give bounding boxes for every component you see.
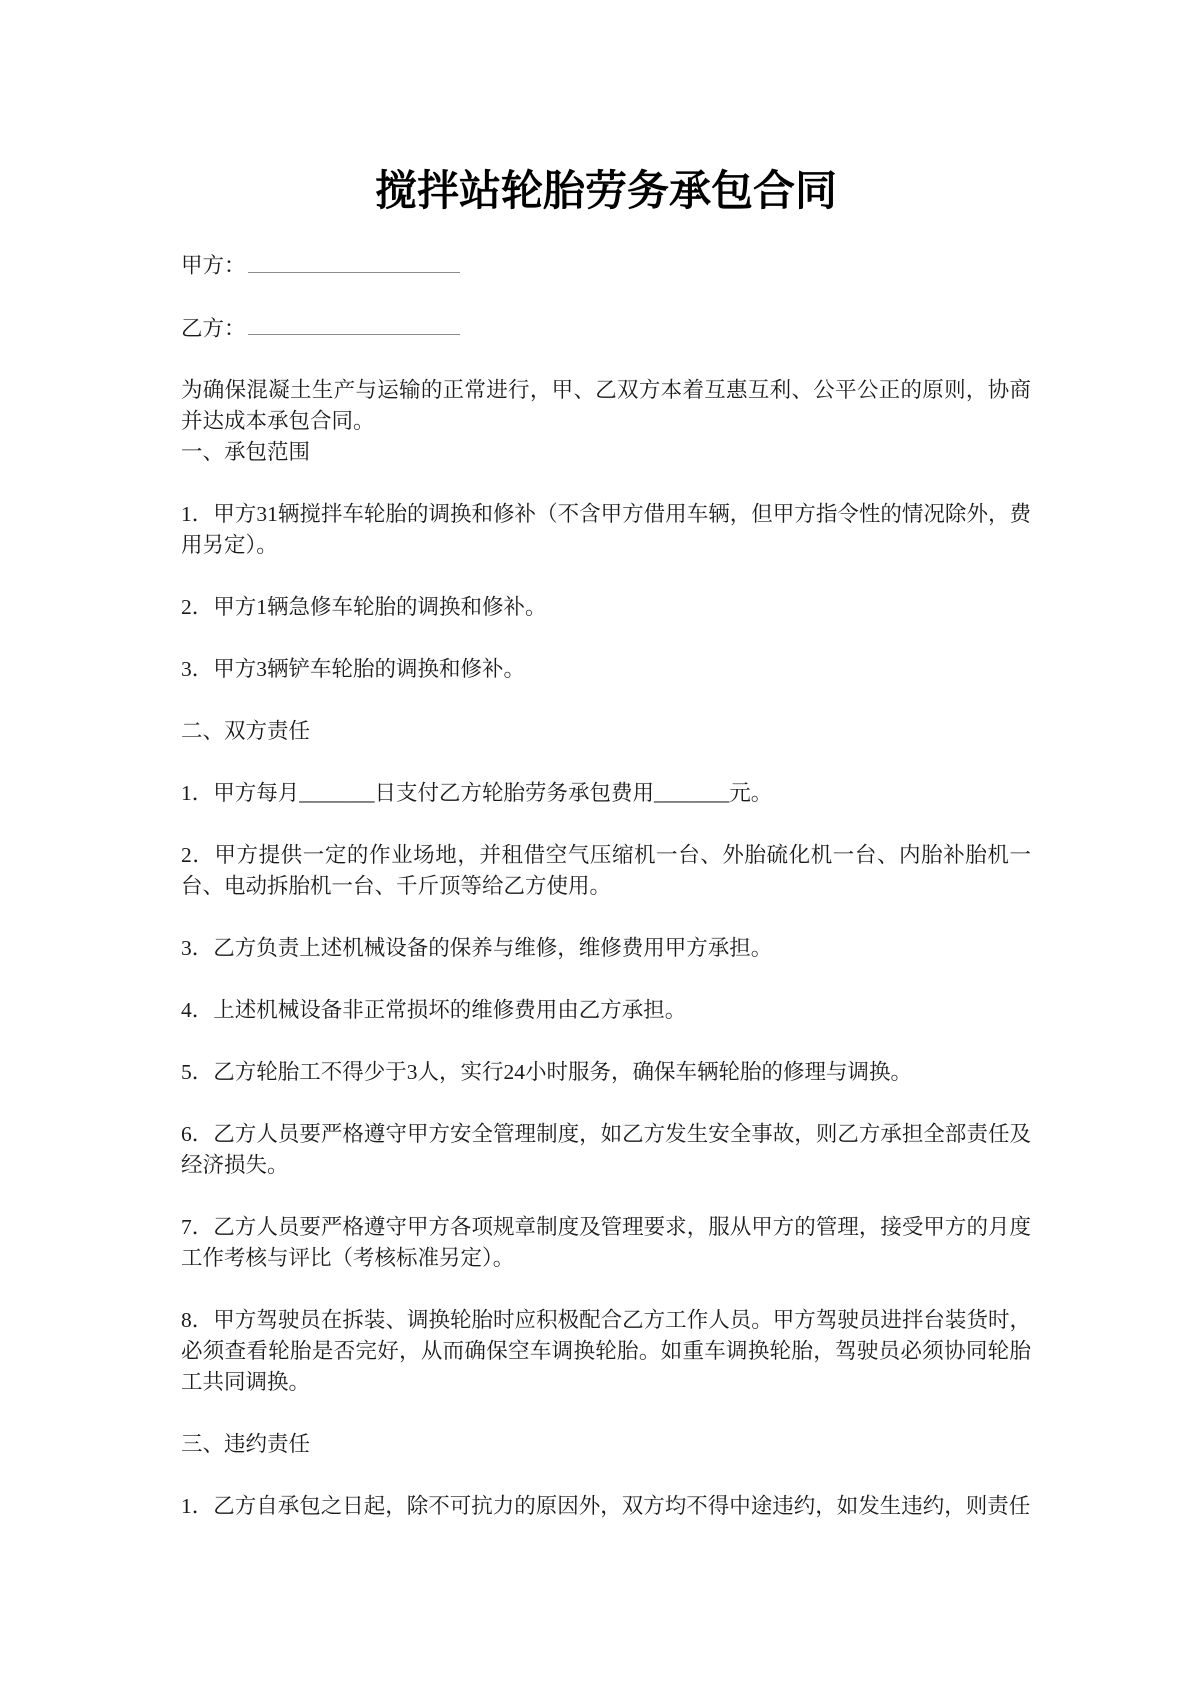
- party-b-blank-field: [248, 313, 460, 336]
- section-2-item-6: 6．乙方人员要严格遵守甲方安全管理制度，如乙方发生安全事故，则乙方承担全部责任及经济损失。: [181, 1122, 1031, 1177]
- document-title: 搅拌站轮胎劳务承包合同: [374, 169, 837, 215]
- section-3-heading: 三、违约责任: [181, 1432, 311, 1456]
- party-a-label: 甲方：: [181, 253, 246, 278]
- section-1-item-2: 2．甲方1辆急修车轮胎的调换和修补。: [181, 595, 547, 619]
- section-1-item-1: 1．甲方31辆搅拌车轮胎的调换和修补（不含甲方借用车辆，但甲方指令性的情况除外，费用另定）。: [181, 502, 1031, 557]
- section-2-item-1: 1．甲方每月_______日支付乙方轮胎劳务承包费用_______元。: [181, 781, 773, 805]
- intro-paragraph: 为确保混凝土生产与运输的正常进行，甲、乙双方本着互惠互利、公平公正的原则，协商并达成本承包合同。: [181, 378, 1031, 433]
- party-a-line: [181, 250, 1031, 282]
- section-2-item-5: 5．乙方轮胎工不得少于3人，实行24小时服务，确保车辆轮胎的修理与调换。: [181, 1060, 913, 1084]
- party-b-line: [181, 313, 1031, 345]
- section-1-heading: 一、承包范围: [181, 440, 311, 464]
- section-3-item-1: 1．乙方自承包之日起，除不可抗力的原因外，双方均不得中途违约，如发生违约，则责任: [181, 1494, 1031, 1518]
- section-2-item-8: 8．甲方驾驶员在拆装、调换轮胎时应积极配合乙方工作人员。甲方驾驶员进拌台装货时，必须查看轮胎是否完好，从而确保空车调换轮胎。如重车调换轮胎，驾驶员必须协同轮胎工共同调换。: [181, 1308, 1031, 1394]
- section-2-heading: 二、双方责任: [181, 719, 311, 743]
- section-2-item-3: 3．乙方负责上述机械设备的保养与维修，维修费用甲方承担。: [181, 936, 773, 960]
- section-2-item-2: 2．甲方提供一定的作业场地，并租借空气压缩机一台、外胎硫化机一台、内胎补胎机一台、电动拆胎机一台、千斤顶等给乙方使用。: [181, 843, 1031, 898]
- section-2-item-7: 7．乙方人员要严格遵守甲方各项规章制度及管理要求，服从甲方的管理，接受甲方的月度工作考核与评比（考核标准另定）。: [181, 1215, 1031, 1270]
- section-2-item-4: 4．上述机械设备非正常损坏的维修费用由乙方承担。: [181, 998, 687, 1022]
- party-a-blank-field: [248, 250, 460, 273]
- section-1-item-3: 3．甲方3辆铲车轮胎的调换和修补。: [181, 657, 526, 681]
- party-b-label: 乙方：: [181, 316, 246, 340]
